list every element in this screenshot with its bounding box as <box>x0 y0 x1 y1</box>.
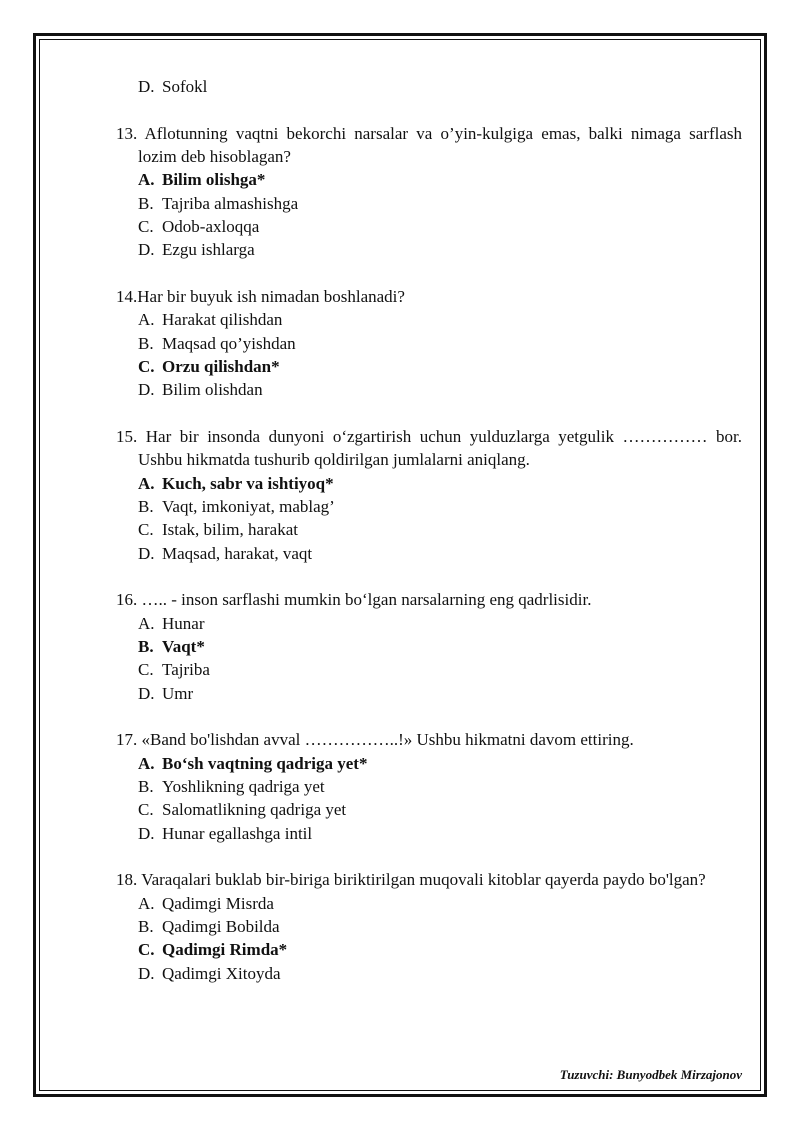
answer-option-correct <box>116 168 742 191</box>
option-letter: A. <box>138 893 155 913</box>
option-letter: B. <box>138 636 154 656</box>
answer-option <box>116 612 742 635</box>
answer-option <box>116 378 742 401</box>
option-text: Maqsad qo’yishdan <box>162 333 296 353</box>
option-letter: B. <box>138 916 154 936</box>
option-letter: A. <box>138 613 155 633</box>
question-18 <box>116 868 742 891</box>
answer-option <box>116 542 742 565</box>
questions-container <box>116 122 742 985</box>
option-text: Hunar <box>162 613 205 633</box>
option-text: Umr <box>162 683 194 703</box>
option-letter: D. <box>138 683 155 703</box>
question-number: 16. <box>116 590 138 610</box>
option-letter: C. <box>138 940 155 960</box>
option-text: Qadimgi Misrda <box>162 893 274 913</box>
answer-option <box>116 518 742 541</box>
question-14 <box>116 285 742 308</box>
question-text: Har bir insonda dunyoni o‘zgartirish uchun yulduzlarga yetgulik …………… bor. Ushbu hikmatda tushurib qoldirilgan jumlalarni aniqlang. <box>138 427 742 470</box>
answer-option <box>116 962 742 985</box>
option-text: Tajriba <box>162 660 210 680</box>
option-letter: B. <box>138 333 154 353</box>
option-text: Ezgu ishlarga <box>162 240 255 260</box>
option-text: Istak, bilim, harakat <box>162 520 298 540</box>
answer-option-correct <box>116 635 742 658</box>
option-letter: A. <box>138 473 155 493</box>
question-text: Varaqalari buklab bir-biriga biriktirilgan muqovali kitoblar qayerda paydo bo'lgan? <box>141 870 706 890</box>
answer-option <box>116 775 742 798</box>
question-number: 17. <box>116 730 138 750</box>
answer-option <box>116 495 742 518</box>
option-text: Vaqt* <box>162 636 205 656</box>
option-text: Harakat qilishdan <box>162 310 283 330</box>
option-letter: C. <box>138 660 154 680</box>
option-text: Odob-axloqqa <box>162 216 260 236</box>
question-number: 14. <box>116 287 138 307</box>
option-text: Tajriba almashishga <box>162 193 299 213</box>
carryover-option <box>116 75 742 98</box>
answer-option <box>116 192 742 215</box>
option-letter: C. <box>138 520 154 540</box>
option-text: Bilim olishga* <box>162 170 266 190</box>
answer-option <box>116 915 742 938</box>
option-text: Bo‘sh vaqtning qadriga yet* <box>162 753 368 773</box>
answer-option-correct <box>116 472 742 495</box>
option-letter: B. <box>138 776 154 796</box>
question-text: ….. - inson sarflashi mumkin bo‘lgan narsalarning eng qadrlisidir. <box>141 590 592 610</box>
answer-option <box>116 658 742 681</box>
option-text: Hunar egallashga intil <box>162 823 313 843</box>
option-text: Qadimgi Rimda* <box>162 940 288 960</box>
option-letter: A. <box>138 310 155 330</box>
option-letter: C. <box>138 216 154 236</box>
question-list <box>116 75 742 985</box>
answer-option-correct <box>116 355 742 378</box>
answer-option <box>116 215 742 238</box>
answer-option <box>116 682 742 705</box>
question-text: Har bir buyuk ish nimadan boshlanadi? <box>137 287 405 307</box>
option-text: Orzu qilishdan* <box>162 356 280 376</box>
option-letter: D. <box>138 543 155 563</box>
option-letter: A. <box>138 753 155 773</box>
option-letter: C. <box>138 356 155 376</box>
option-text: Bilim olishdan <box>162 380 263 400</box>
option-letter: A. <box>138 170 155 190</box>
option-text: Vaqt, imkoniyat, mablag’ <box>162 496 335 516</box>
option-text: Salomatlikning qadriga yet <box>162 800 347 820</box>
question-15 <box>116 425 742 472</box>
option-text: Maqsad, harakat, vaqt <box>162 543 313 563</box>
answer-option <box>116 238 742 261</box>
option-letter: D. <box>138 823 155 843</box>
author-footer: Tuzuvchi: Bunyodbek Mirzajonov <box>559 1067 742 1082</box>
answer-option <box>116 798 742 821</box>
question-17 <box>116 728 742 751</box>
option-text: Sofokl <box>162 77 208 96</box>
answer-option <box>116 822 742 845</box>
option-letter: D. <box>138 380 155 400</box>
question-number: 13. <box>116 123 138 143</box>
answer-option <box>116 892 742 915</box>
option-letter: D. <box>138 963 155 983</box>
question-number: 15. <box>116 427 138 447</box>
answer-option-correct <box>116 938 742 961</box>
option-text: Yoshlikning qadriga yet <box>162 776 325 796</box>
option-letter: B. <box>138 193 154 213</box>
option-letter: D. <box>138 77 155 96</box>
option-text: Kuch, sabr va ishtiyoq* <box>162 473 334 493</box>
answer-option-correct <box>116 752 742 775</box>
question-16 <box>116 588 742 611</box>
option-letter: D. <box>138 240 155 260</box>
option-letter: B. <box>138 496 154 516</box>
question-text: «Band bo'lishdan avval ……………..!» Ushbu hikmatni davom ettiring. <box>141 730 634 750</box>
option-text: Qadimgi Xitoyda <box>162 963 281 983</box>
option-text: Qadimgi Bobilda <box>162 916 280 936</box>
option-letter: C. <box>138 800 154 820</box>
answer-option <box>116 308 742 331</box>
answer-option <box>116 332 742 355</box>
question-13 <box>116 122 742 169</box>
question-text: Aflotunning vaqtni bekorchi narsalar va o’yin-kulgiga emas, balki nimaga sarflash lozim deb hisoblagan? <box>138 123 743 167</box>
question-number: 18. <box>116 870 138 890</box>
